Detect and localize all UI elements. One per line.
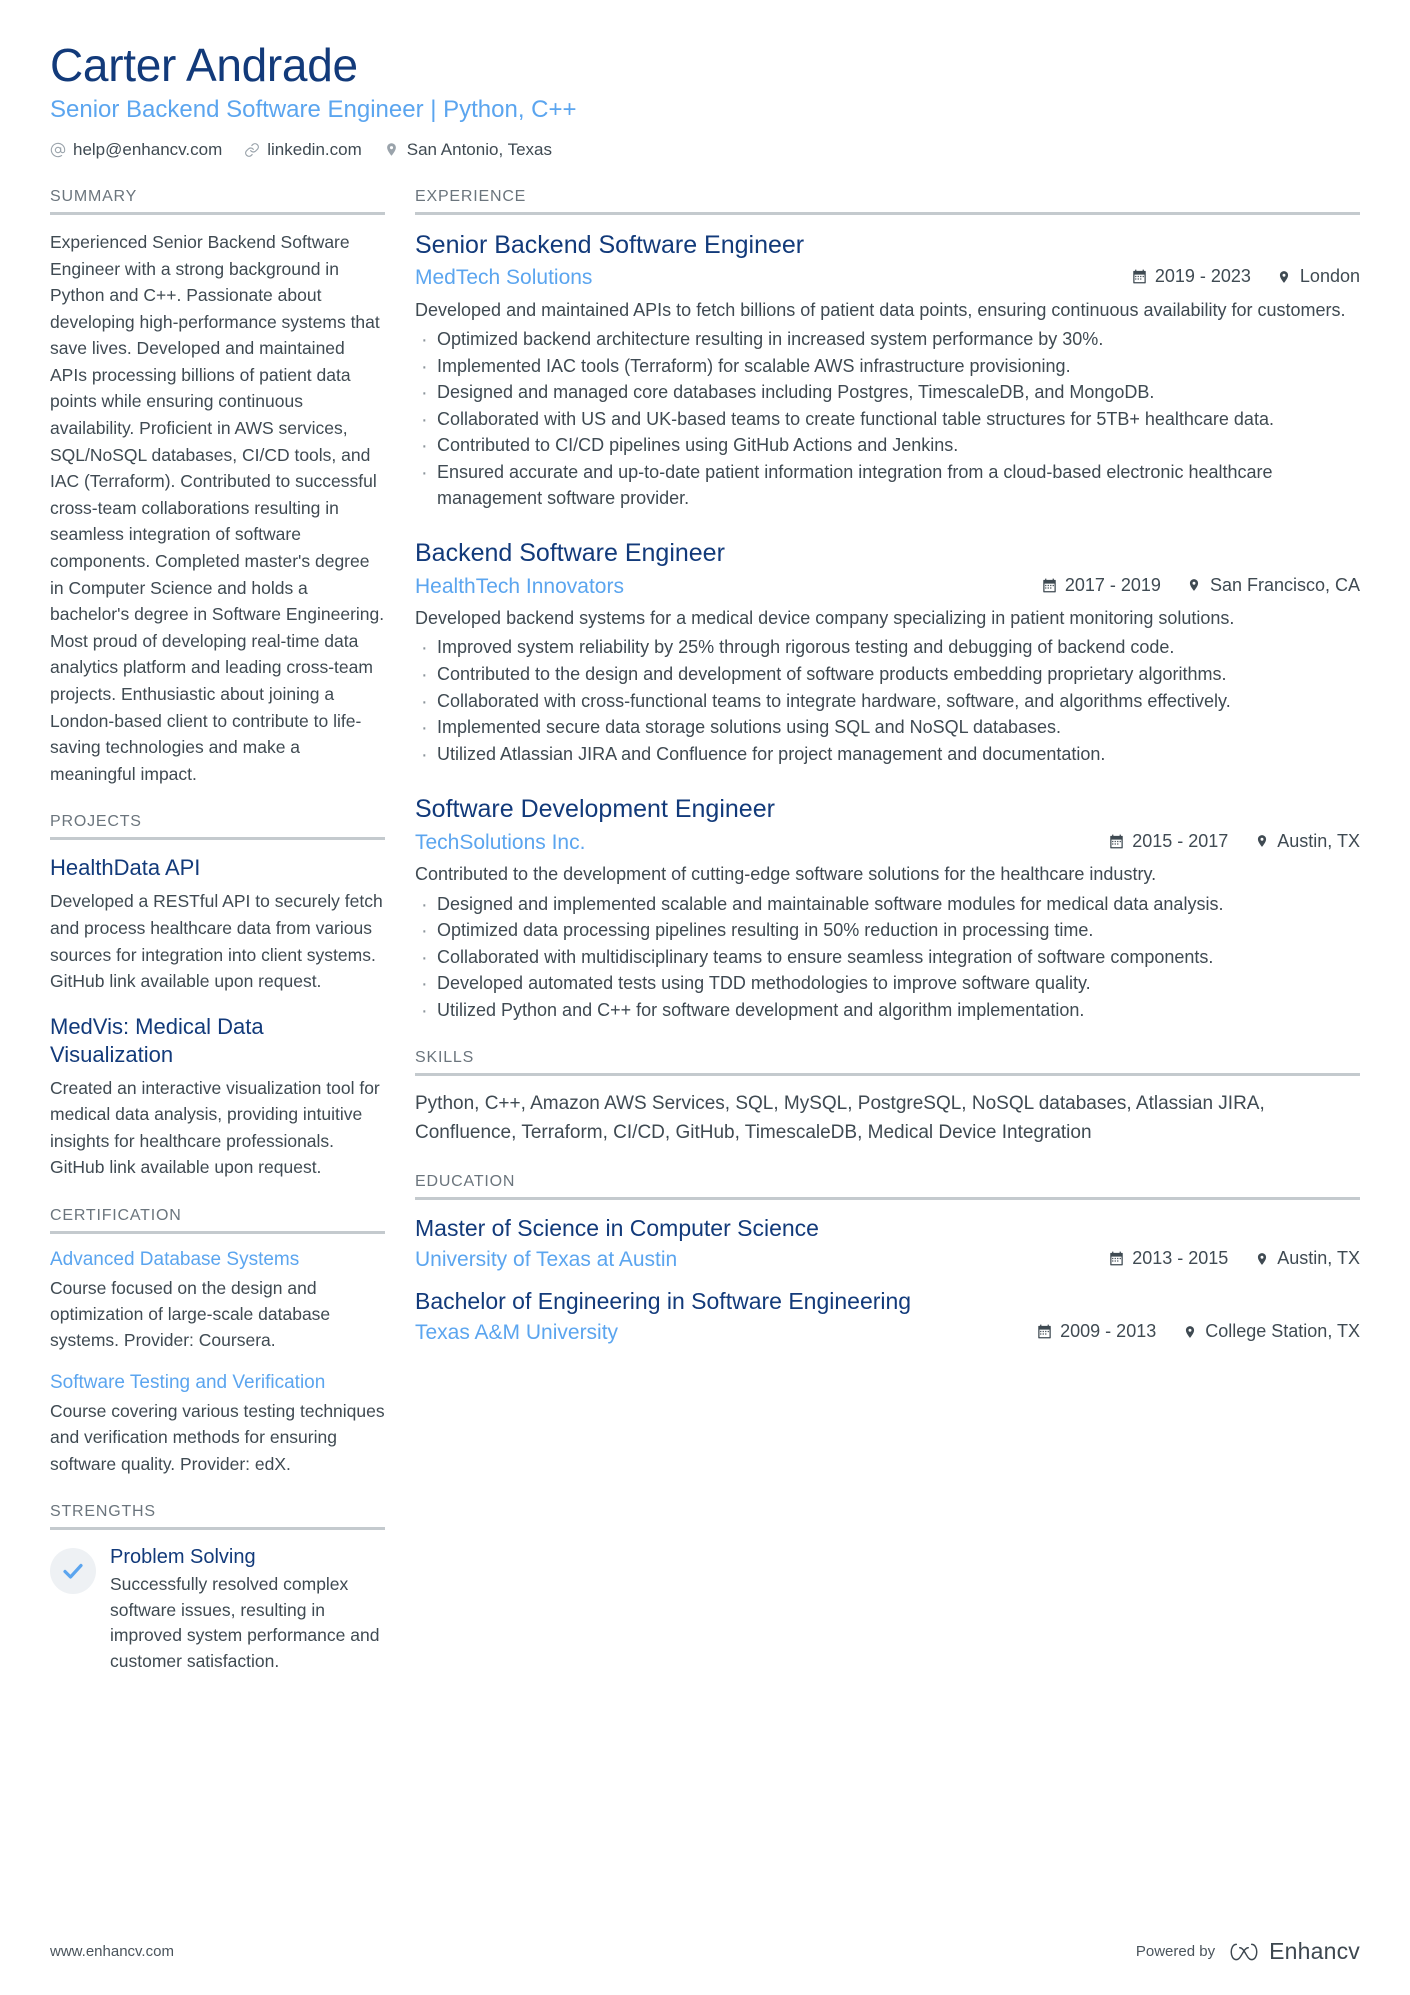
education-degree: Bachelor of Engineering in Software Engineering: [415, 1288, 912, 1315]
education-meta-row: [415, 1319, 1360, 1346]
section-summary: [50, 188, 385, 787]
calendar-icon: [1037, 1324, 1052, 1339]
section-heading-experience: EXPERIENCE: [415, 188, 1360, 215]
experience-bullet: · Developed automated tests using TDD methodologies to improve software quality.: [415, 971, 1360, 997]
section-heading-skills: SKILLS: [415, 1049, 1360, 1076]
experience-bullet: · Ensured accurate and up-to-date patient information integration from a cloud-based electronic healthcare management software provider.: [415, 460, 1360, 511]
skills-text: Python, C++, Amazon AWS Services, SQL, MySQL, PostgreSQL, NoSQL databases, Atlassian JIRA, Confluence, Terraform, CI/CD, GitHub, TimescaleDB, Medical Device Integration: [415, 1093, 1265, 1143]
certification-item: [50, 1248, 385, 1353]
experience-bullet: · Designed and managed core databases including Postgres, TimescaleDB, and MongoDB.: [415, 380, 1360, 406]
contact-linkedin-text: linkedin.com: [267, 139, 362, 159]
experience-item: [415, 229, 1360, 511]
project-description: Created an interactive visualization tool for medical data analysis, providing intuitive insights for healthcare professionals. GitHub link available upon request.: [50, 1077, 380, 1178]
education-meta: [1109, 1248, 1360, 1269]
experience-location-text: London: [1299, 266, 1360, 287]
summary-text: Experienced Senior Backend Software Engineer with a strong background in Python and C++. Passionate about developing high-performance systems that save lives. Developed and maintained APIs processing billions of patient data points while ensuring continuous availability. Proficient in AWS services, SQL/NoSQL databases, CI/CD tools, and IAC (Terraform). Contributed to successful cross-team collaborations resulting in seamless integration of software components. Completed master's degree in Computer Science and holds a bachelor's degree in Software Engineering. Most proud of developing real-time data analytics platform and leading cross-team projects. Enthusiastic about joining a London-based client to contribute to life-saving technologies and make a meaningful impact.: [50, 231, 385, 784]
resume-body: [50, 188, 1360, 1675]
certification-title: Advanced Database Systems: [50, 1248, 300, 1270]
experience-bullet: · Contributed to CI/CD pipelines using GitHub Actions and Jenkins.: [415, 433, 1360, 459]
education-location: [1254, 1248, 1360, 1269]
strength-title: Problem Solving: [110, 1545, 256, 1568]
section-skills: [415, 1049, 1360, 1147]
candidate-job-title: Senior Backend Software Engineer | Python, C++: [50, 95, 577, 123]
experience-bullet: · Collaborated with US and UK-based teams to create functional table structures for 5TB+ healthcare data.: [415, 407, 1360, 433]
experience-meta-row: [415, 829, 1360, 856]
experience-bullet: · Contributed to the design and development of software products embedding proprietary algorithms.: [415, 662, 1360, 688]
experience-location-text: San Francisco, CA: [1209, 574, 1360, 595]
location-pin-icon: [384, 142, 400, 158]
footer-website[interactable]: www.enhancv.com: [50, 1943, 174, 1960]
experience-dates-text: 2015 - 2017: [1132, 830, 1229, 851]
education-dates: [1037, 1321, 1156, 1342]
certification-title: Software Testing and Verification: [50, 1372, 326, 1394]
experience-description: Developed backend systems for a medical device company specializing in patient monitoring solutions.: [415, 607, 1235, 628]
strength-description: Successfully resolved complex software issues, resulting in improved system performance and customer satisfaction.: [110, 1573, 380, 1671]
section-heading-education: EDUCATION: [415, 1173, 1360, 1200]
experience-role: Backend Software Engineer: [415, 539, 725, 568]
enhancv-logo-icon: [1227, 1939, 1261, 1965]
experience-dates: [1109, 831, 1228, 852]
location-pin-icon: [1187, 578, 1202, 593]
project-title: MedVis: Medical Data Visualization: [50, 1013, 264, 1067]
strength-body: [110, 1544, 385, 1675]
experience-description: Developed and maintained APIs to fetch billions of patient data points, ensuring continuous availability for customers.: [415, 299, 1346, 320]
experience-role: Senior Backend Software Engineer: [415, 230, 805, 259]
certification-item: [50, 1371, 385, 1476]
resume-header: [50, 40, 1360, 166]
education-item: [415, 1214, 1360, 1273]
location-pin-icon: [1254, 1251, 1269, 1266]
main-column: [415, 188, 1360, 1347]
enhancv-brand-name: Enhancv: [1269, 1938, 1360, 1964]
candidate-name: Carter Andrade: [50, 39, 358, 91]
experience-location: [1277, 266, 1360, 287]
resume-footer: [50, 1938, 1360, 1965]
experience-item: [415, 537, 1360, 767]
education-location-text: Austin, TX: [1277, 1248, 1360, 1269]
contact-location-text: San Antonio, Texas: [406, 139, 552, 159]
experience-location-text: Austin, TX: [1277, 830, 1360, 851]
strength-item: [50, 1544, 385, 1675]
experience-description: Contributed to the development of cutting-edge software solutions for the healthcare industry.: [415, 863, 1157, 884]
certification-description: Course focused on the design and optimization of large-scale database systems. Provider: Coursera.: [50, 1277, 331, 1351]
experience-item: [415, 793, 1360, 1023]
link-icon: [244, 142, 260, 158]
section-strengths: [50, 1503, 385, 1675]
experience-bullet: · Improved system reliability by 25% through rigorous testing and debugging of backend code.: [415, 635, 1360, 661]
project-title: HealthData API: [50, 855, 201, 881]
experience-bullet: · Implemented secure data storage solutions using SQL and NoSQL databases.: [415, 715, 1360, 741]
experience-dates-text: 2017 - 2019: [1064, 574, 1161, 595]
section-heading-strengths: STRENGTHS: [50, 1503, 385, 1530]
contact-email[interactable]: [50, 140, 222, 160]
location-pin-icon: [1254, 834, 1269, 849]
experience-bullet: · Optimized data processing pipelines resulting in 50% reduction in processing time.: [415, 918, 1360, 944]
education-dates-text: 2009 - 2013: [1060, 1321, 1157, 1342]
section-education: [415, 1173, 1360, 1346]
section-heading-certification: CERTIFICATION: [50, 1207, 385, 1234]
contact-email-text: help@enhancv.com: [73, 139, 223, 159]
experience-bullet: · Implemented IAC tools (Terraform) for scalable AWS infrastructure provisioning.: [415, 354, 1360, 380]
location-pin-icon: [1277, 269, 1292, 284]
experience-bullet: · Collaborated with multidisciplinary teams to ensure seamless integration of software components.: [415, 945, 1360, 971]
sidebar-column: [50, 188, 385, 1675]
experience-meta-row: [415, 573, 1360, 600]
experience-company: MedTech Solutions: [415, 266, 593, 290]
section-projects: [50, 813, 385, 1181]
experience-company: TechSolutions Inc.: [415, 830, 586, 854]
experience-bullet: · Utilized Atlassian JIRA and Confluence for project management and documentation.: [415, 742, 1360, 768]
education-location: [1182, 1321, 1360, 1342]
experience-company: HealthTech Innovators: [415, 574, 624, 598]
section-experience: [415, 188, 1360, 1023]
project-item: [50, 1013, 385, 1181]
contact-row: [50, 140, 1360, 160]
powered-by-label: Powered by: [1135, 1943, 1216, 1960]
section-heading-projects: PROJECTS: [50, 813, 385, 840]
experience-dates-text: 2019 - 2023: [1154, 266, 1251, 287]
experience-meta: [1042, 575, 1360, 596]
education-dates-text: 2013 - 2015: [1132, 1248, 1229, 1269]
section-certification: [50, 1207, 385, 1477]
education-meta-row: [415, 1246, 1360, 1273]
contact-location: [384, 140, 552, 160]
experience-meta-row: [415, 264, 1360, 291]
experience-bullet: · Collaborated with cross-functional teams to integrate hardware, software, and algorithms effectively.: [415, 689, 1360, 715]
calendar-icon: [1042, 578, 1057, 593]
calendar-icon: [1132, 269, 1147, 284]
project-item: [50, 854, 385, 994]
experience-location: [1254, 831, 1360, 852]
powered-by: [1136, 1938, 1360, 1965]
certification-description: Course covering various testing techniques and verification methods for ensuring software quality. Provider: edX.: [50, 1401, 385, 1474]
education-dates: [1109, 1248, 1228, 1269]
contact-linkedin[interactable]: [244, 140, 362, 160]
experience-dates: [1042, 575, 1161, 596]
experience-location: [1187, 575, 1360, 596]
experience-bullets: [415, 327, 1360, 511]
strength-badge: [50, 1548, 96, 1594]
experience-bullet: · Designed and implemented scalable and maintainable software modules for medical data analysis.: [415, 892, 1360, 918]
project-description: Developed a RESTful API to securely fetch and process healthcare data from various sources for integration into client systems. GitHub link available upon request.: [50, 891, 383, 992]
education-school: Texas A&M University: [415, 1321, 619, 1345]
education-item: [415, 1287, 1360, 1346]
location-pin-icon: [1182, 1324, 1197, 1339]
experience-bullet: · Optimized backend architecture resulting in increased system performance by 30%.: [415, 327, 1360, 353]
check-icon: [61, 1559, 85, 1583]
education-location-text: College Station, TX: [1205, 1321, 1360, 1342]
experience-bullets: [415, 892, 1360, 1024]
calendar-icon: [1109, 834, 1124, 849]
enhancv-brand: [1227, 1938, 1360, 1965]
education-meta: [1037, 1321, 1360, 1342]
experience-bullets: [415, 635, 1360, 767]
education-degree: Master of Science in Computer Science: [415, 1215, 819, 1242]
experience-dates: [1132, 266, 1251, 287]
experience-meta: [1132, 266, 1360, 287]
calendar-icon: [1109, 1251, 1124, 1266]
section-heading-summary: SUMMARY: [50, 188, 385, 215]
experience-role: Software Development Engineer: [415, 795, 775, 824]
experience-meta: [1109, 831, 1360, 852]
experience-bullet: · Utilized Python and C++ for software development and algorithm implementation.: [415, 998, 1360, 1024]
education-school: University of Texas at Austin: [415, 1248, 678, 1272]
at-icon: [50, 142, 66, 158]
